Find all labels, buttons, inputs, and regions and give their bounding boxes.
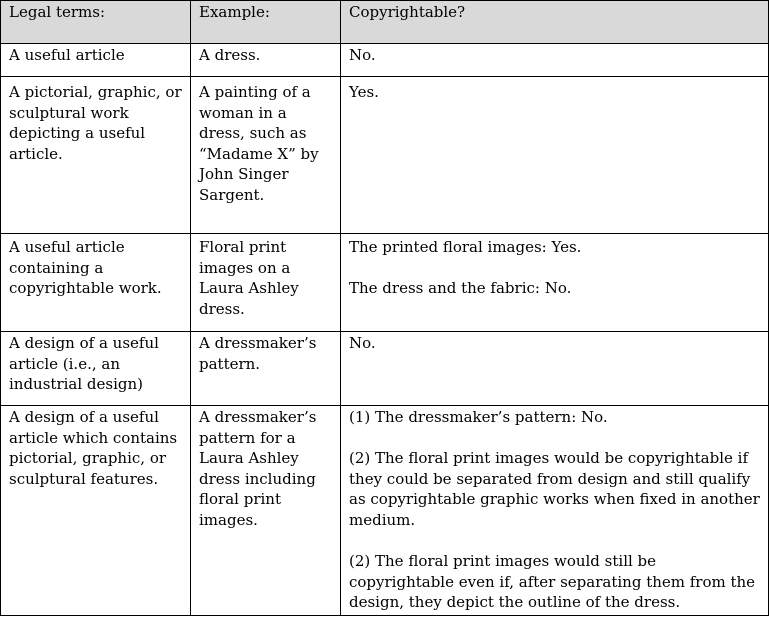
copyrightable-cell — [341, 44, 769, 77]
copyrightable-text: No. — [349, 46, 376, 64]
copyrightable-text: No. — [349, 334, 376, 352]
copyrightable-text: (2) The floral print images would be copyrightable if they could be separated from design and still qualify as copyrightable graphic works when fixed in another medium. — [349, 449, 760, 529]
header-copyrightable: Copyrightable? — [341, 1, 769, 44]
header-example: Example: — [191, 1, 341, 44]
example-cell: A dressmaker’s pattern. — [191, 332, 341, 406]
legal-term-cell: A useful article — [1, 44, 191, 77]
legal-term-cell: A useful article containing a copyrightable work. — [1, 234, 191, 332]
copyrightable-text: (1) The dressmaker’s pattern: No. — [349, 408, 608, 426]
copyrightable-text: The dress and the fabric: No. — [349, 279, 572, 298]
table-row — [1, 234, 769, 332]
table-row — [1, 77, 769, 234]
example-cell: A dress. — [191, 44, 341, 77]
header-row — [1, 1, 769, 44]
example-cell: A painting of a woman in a dress, such as “Madame X” by John Singer Sargent. — [191, 77, 341, 234]
header-legal-terms: Legal terms: — [1, 1, 191, 44]
copyrightable-cell — [341, 234, 769, 332]
copyrightable-text: The printed floral images: Yes. — [349, 238, 582, 256]
table-row — [1, 332, 769, 406]
legal-term-cell: A design of a useful article which contains pictorial, graphic, or sculptural features. — [1, 406, 191, 616]
example-cell: A dressmaker’s pattern for a Laura Ashley dress including floral print images. — [191, 406, 341, 616]
copyrightable-cell — [341, 406, 769, 616]
copyrightable-cell — [341, 77, 769, 234]
copyrightable-text: (2) The floral print images would still be copyrightable even if, after separating them from the design, they depict the outline of the dress. — [349, 552, 756, 612]
legal-term-cell: A design of a useful article (i.e., an industrial design) — [1, 332, 191, 406]
example-cell: Floral print images on a Laura Ashley dress. — [191, 234, 341, 332]
copyrightable-cell — [341, 332, 769, 406]
table-row — [1, 406, 769, 616]
legal-term-cell: A pictorial, graphic, or sculptural work depicting a useful article. — [1, 77, 191, 234]
table-row — [1, 44, 769, 77]
copyrightable-text: Yes. — [349, 83, 379, 101]
